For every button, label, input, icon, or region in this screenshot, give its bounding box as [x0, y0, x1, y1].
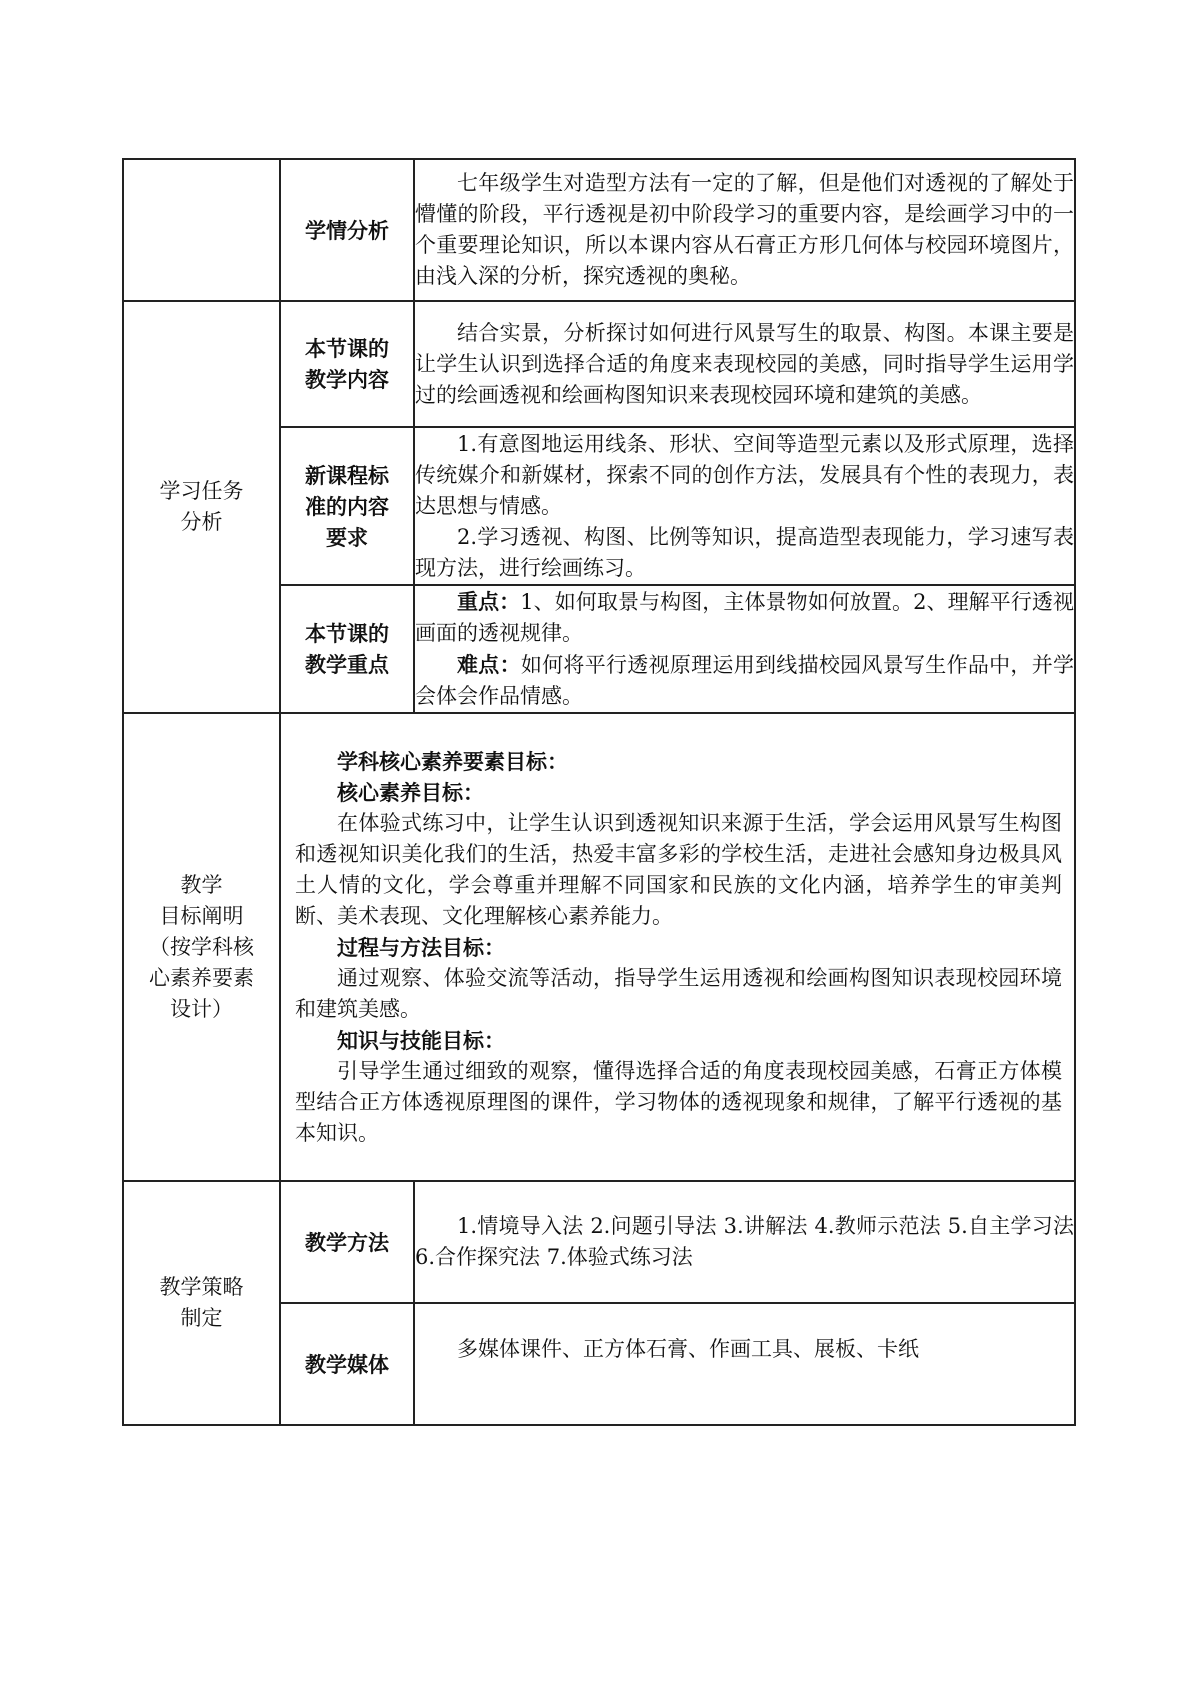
objectives-text [280, 713, 1075, 1181]
label-line: 要求 [326, 524, 368, 550]
difficult-text: 如何将平行透视原理运用到线描校园风景写生作品中，并学会体会作品情感。 [415, 653, 1074, 708]
row-methods [123, 1181, 1075, 1303]
methods-text [414, 1181, 1075, 1303]
lesson-plan-table [122, 158, 1076, 1426]
heading-knowledge: 知识与技能目标： [337, 1027, 505, 1053]
paragraph: 2.学习透视、构图、比例等知识，提高造型表现能力，学习速写表现方法，进行绘画练习。 [415, 524, 1074, 580]
label-line: 制定 [180, 1306, 223, 1330]
paragraph: 多媒体课件、正方体石膏、作画工具、展板、卡纸 [457, 1337, 919, 1361]
label-line: 本节课的 [305, 621, 389, 646]
label-curriculum-standard [280, 427, 414, 585]
label-teaching-content [280, 301, 414, 427]
row-objectives [123, 713, 1075, 1181]
label-text: 学情分析 [305, 217, 389, 243]
label-line: 教学内容 [305, 367, 389, 392]
paragraph: 在体验式练习中，让学生认识到透视知识来源于生活，学会运用风景写生构图和透视知识美化我们的生活，热爱丰富多彩的学校生活，走进社会感知身边极具风土人情的文化，学会尊重并理解不同国家和民族的文化内涵，培养学生的审美判断、美术表现、文化理解核心素养能力。 [295, 810, 1062, 928]
label-line: 目标阐明 [159, 903, 244, 928]
heading-main: 学科核心素养要素目标： [337, 748, 568, 774]
paragraph: 1.有意图地运用线条、形状、空间等造型元素以及形式原理，选择传统媒介和新媒材，探索不同的创作方法，发展具有个性的表现力，表达思想与情感。 [415, 431, 1074, 518]
heading-process: 过程与方法目标： [337, 934, 505, 960]
key-points-text [414, 585, 1075, 713]
label-key-points [280, 585, 414, 713]
label-student-analysis [280, 159, 414, 301]
label-line: 学习任务 [159, 479, 244, 503]
label-line: 新课程标 [305, 462, 389, 488]
row-student-analysis [123, 159, 1075, 301]
label-objectives [123, 713, 280, 1181]
label-line: 本节课的 [305, 336, 389, 361]
key-lead: 重点： [457, 589, 521, 614]
label-media [280, 1303, 414, 1425]
label-strategy [123, 1181, 280, 1425]
teaching-content-text [414, 301, 1075, 427]
label-line: 设计） [170, 996, 233, 1021]
paragraph: 1.情境导入法 2.问题引导法 3.讲解法 4.教师示范法 5.自主学习法 6.合作探究法 7.体验式练习法 [415, 1214, 1074, 1269]
label-methods [280, 1181, 414, 1303]
paragraph: 引导学生通过细致的观察，懂得选择合适的角度表现校园美感，石膏正方体模型结合正方体透视原理图的课件，学习物体的透视现象和规律，了解平行透视的基本知识。 [295, 1058, 1062, 1145]
paragraph-key [415, 586, 1074, 649]
media-text [414, 1303, 1075, 1425]
label-line: 心素养要素 [149, 965, 254, 990]
paragraph: 通过观察、体验交流等活动，指导学生运用透视和绘画构图知识表现校园环境和建筑美感。 [295, 965, 1062, 1021]
label-task-analysis [123, 301, 280, 713]
label-line: 准的内容 [305, 493, 389, 519]
paragraph: 七年级学生对造型方法有一定的了解，但是他们对透视的了解处于懵懂的阶段，平行透视是初中阶段学习的重要内容，是绘画学习中的一个重要理论知识，所以本课内容从石膏正方形几何体与校园环境图片，由浅入深的分析，探究透视的奥秘。 [415, 171, 1074, 288]
curriculum-standard-text [414, 427, 1075, 585]
heading-core: 核心素养目标： [337, 779, 484, 805]
label-text: 教学方法 [305, 1229, 389, 1255]
difficult-lead: 难点： [457, 652, 521, 677]
label-line: 教学策略 [159, 1275, 244, 1299]
paragraph-difficult [415, 649, 1074, 712]
label-text: 教学媒体 [305, 1351, 389, 1377]
label-line: 教学 [180, 872, 223, 897]
row-teaching-content [123, 301, 1075, 427]
label-line: 教学重点 [305, 652, 389, 677]
key-text: 1、如何取景与构图，主体景物如何放置。2、理解平行透视画面的透视规律。 [415, 590, 1074, 645]
student-analysis-text [414, 159, 1075, 301]
label-line: 分析 [180, 510, 223, 534]
paragraph: 结合实景，分析探讨如何进行风景写生的取景、构图。本课主要是让学生认识到选择合适的角度来表现校园的美感，同时指导学生运用学过的绘画透视和绘画构图知识来表现校园环境和建筑的美感。 [415, 320, 1074, 407]
cell-empty [123, 159, 280, 301]
label-line: （按学科核 [149, 934, 254, 959]
